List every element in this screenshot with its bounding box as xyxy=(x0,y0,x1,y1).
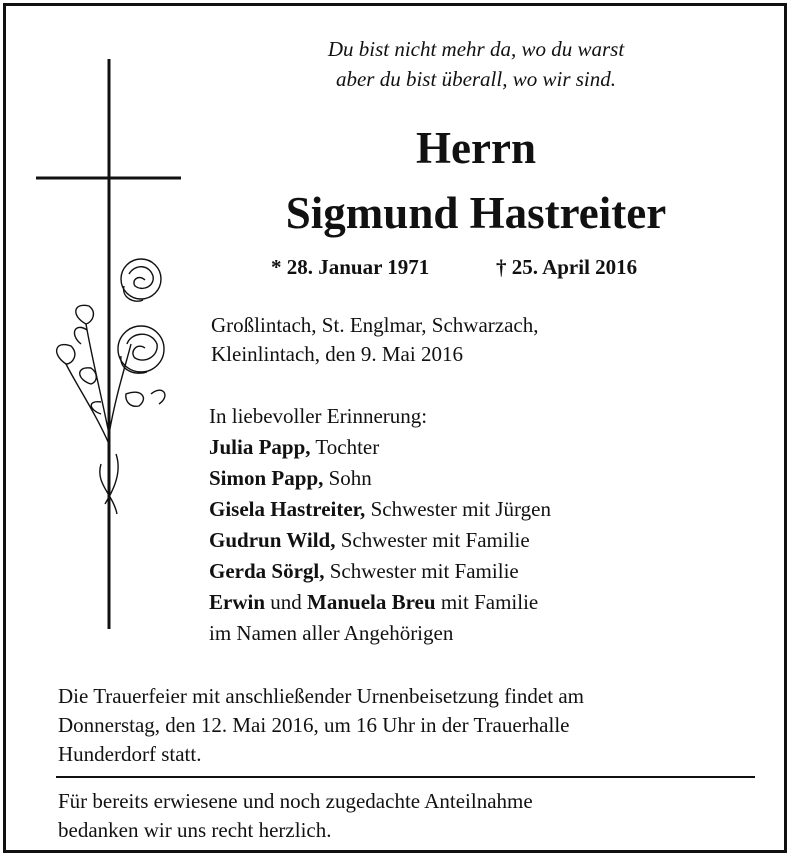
funeral-line-1: Die Trauerfeier mit anschließender Urnenbeisetzung findet am xyxy=(58,684,584,708)
place-line-1: Großlintach, St. Englmar, Schwarzach, xyxy=(211,313,539,337)
mourner-relation: Schwester mit Jürgen xyxy=(365,497,551,521)
mourner-entry xyxy=(209,525,551,556)
mourner-relation: Sohn xyxy=(323,466,372,490)
mourner-entry xyxy=(209,432,551,463)
funeral-line-3: Hunderdorf statt. xyxy=(58,742,202,766)
thanks-line-2: bedanken wir uns recht herzlich. xyxy=(58,818,332,842)
mourner-name: Simon Papp, xyxy=(209,466,324,490)
mourner-name: Gisela Hastreiter, xyxy=(209,497,366,521)
mourner-relation: mit Familie xyxy=(435,590,539,614)
deceased-name: Sigmund Hastreiter xyxy=(285,188,667,238)
thanks-line-1: Für bereits erwiesene und noch zugedachte Anteilnahme xyxy=(58,789,533,813)
divider xyxy=(56,776,755,778)
mourner-name: Gerda Sörgl, xyxy=(209,559,325,583)
mourner-entry xyxy=(209,494,551,525)
obituary-notice xyxy=(3,3,787,853)
place-line-2: Kleinlintach, den 9. Mai 2016 xyxy=(211,342,463,366)
mourner-relation: Tochter xyxy=(310,435,380,459)
mourner-relation: Schwester mit Familie xyxy=(335,528,530,552)
birth-date: * 28. Januar 1971 xyxy=(271,255,430,279)
death-date: † 25. April 2016 xyxy=(496,255,638,279)
poem-line-2: aber du bist überall, wo wir sind. xyxy=(335,67,617,91)
cross-with-roses-icon xyxy=(31,54,191,634)
mourner-name: Gudrun Wild, xyxy=(209,528,336,552)
mourner-relation: Schwester mit Familie xyxy=(324,559,519,583)
mourners-intro: In liebevoller Erinnerung: xyxy=(209,404,428,428)
poem-line-1: Du bist nicht mehr da, wo du warst xyxy=(327,37,625,61)
mourners-list xyxy=(209,401,551,649)
salutation: Herrn xyxy=(416,123,536,173)
mourners-closing: im Namen aller Angehörigen xyxy=(209,621,454,645)
mourner-connector: und xyxy=(265,590,308,614)
funeral-line-2: Donnerstag, den 12. Mai 2016, um 16 Uhr in der Trauerhalle xyxy=(58,713,570,737)
mourner-name: Erwin xyxy=(209,590,266,614)
mourner-name: Julia Papp, xyxy=(209,435,311,459)
mourner-name: Manuela Breu xyxy=(307,590,436,614)
mourner-entry xyxy=(209,463,551,494)
mourner-entry xyxy=(209,556,551,587)
mourner-entry xyxy=(209,587,551,618)
